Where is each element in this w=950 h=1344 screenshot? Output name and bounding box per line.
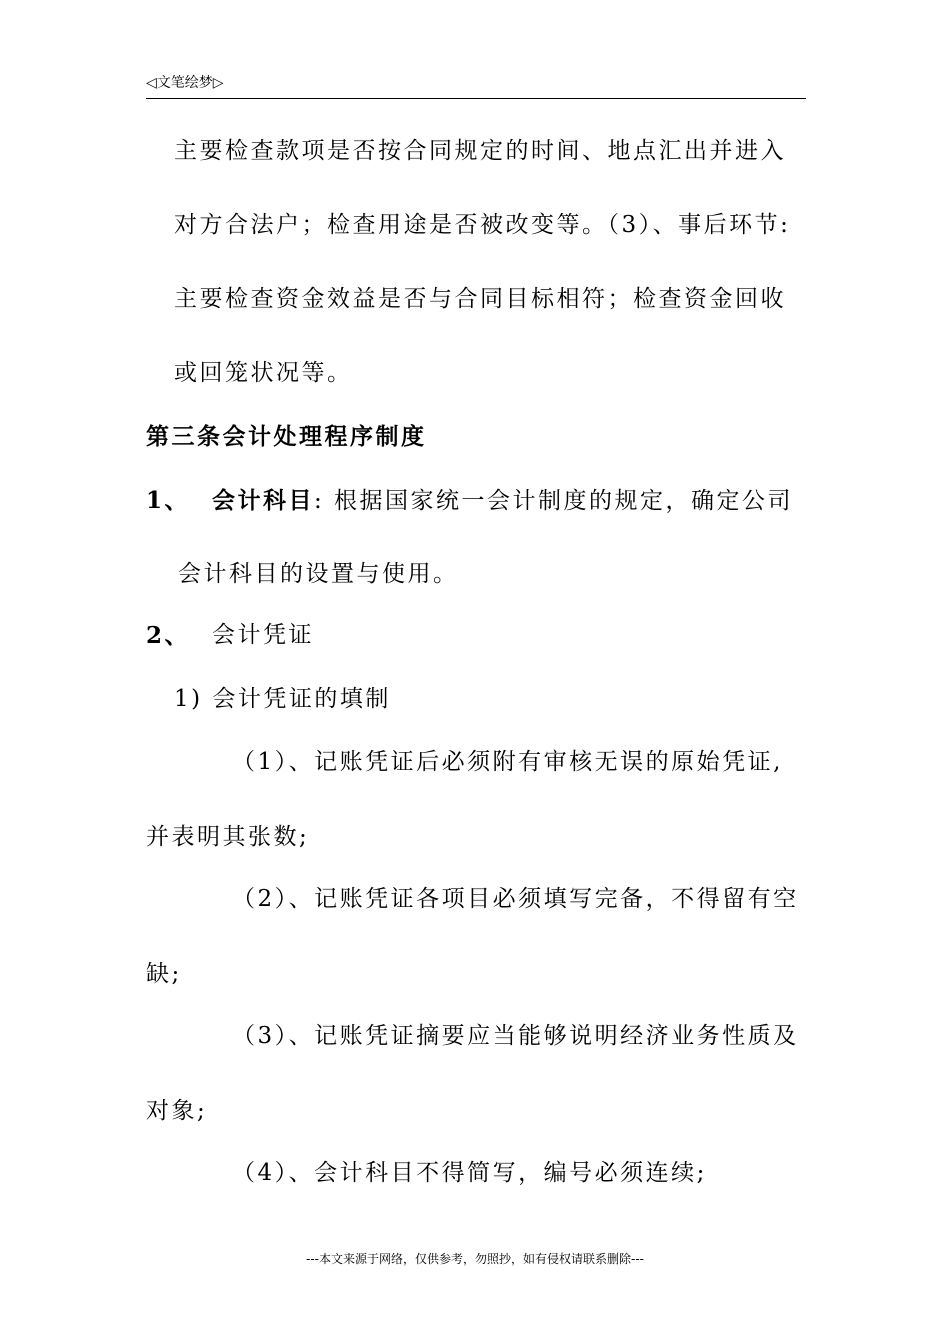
para-line-1: 主要检查款项是否按合同规定的时间、地点汇出并进入 <box>174 138 786 164</box>
subsection-1: 1) 会计凭证的填制 <box>174 686 391 712</box>
item1-text: : 根据国家统一会计制度的规定，确定公司 <box>314 488 794 514</box>
rule-4-line: （4）、会计科目不得简写，编号必须连续; <box>232 1160 707 1186</box>
para-line-4: 或回笼状况等。 <box>174 360 353 386</box>
item1-number: 1、 <box>146 487 191 514</box>
item2-number: 2、 <box>146 622 191 649</box>
page-header: ◁文笔绘梦▷ <box>146 75 224 91</box>
item1-line <box>212 489 793 513</box>
item2-term: 会计凭证 <box>212 622 314 648</box>
header-rule <box>146 98 806 99</box>
section-title: 第三条会计处理程序制度 <box>146 423 427 450</box>
para-line-2: 对方合法户；检查用途是否被改变等。（3）、事后环节: <box>174 212 791 238</box>
rule-3-line: （3）、记账凭证摘要应当能够说明经济业务性质及 <box>232 1023 799 1049</box>
page-footer: ---本文来源于网络，仅供参考，勿照抄，如有侵权请联系删除--- <box>306 1252 644 1266</box>
rule-3-cont: 对象; <box>146 1098 208 1124</box>
rule-2-line: （2）、记账凭证各项目必须填写完备，不得留有空 <box>232 886 799 912</box>
rule-1-line: （1）、记账凭证后必须附有审核无误的原始凭证, <box>232 749 783 775</box>
rule-1-cont: 并表明其张数; <box>146 824 310 850</box>
item1-continuation: 会计科目的设置与使用。 <box>178 561 459 587</box>
item1-term: 会计科目 <box>212 487 314 514</box>
rule-2-cont: 缺; <box>146 961 182 987</box>
para-line-3: 主要检查资金效益是否与合同目标相符；检查资金回收 <box>174 286 786 312</box>
